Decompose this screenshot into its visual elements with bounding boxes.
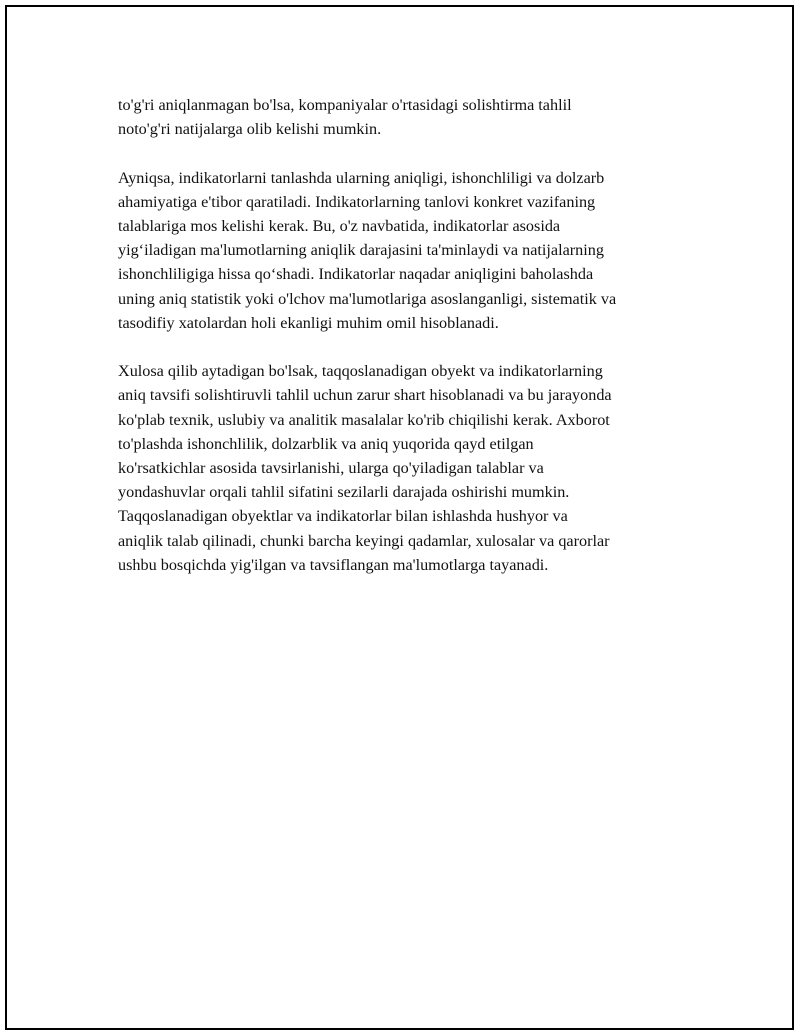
paragraph-3: Xulosa qilib aytadigan bo'lsak, taqqoslanadigan obyekt va indikatorlarning aniq tavsifi solishtiruvli tahlil uchun zarur shart hisoblanadi va bu jarayonda ko'plab texnik, uslubiy va analitik masalalar ko'rib chiqilishi kerak. Axborot to'plashda ishonchlilik, dolzarblik va aniq yuqorida qayd etilgan ko'rsatkichlar asosida tavsirlanishi, ularga qo'yiladigan talablar va yondashuvlar orqali tahlil sifatini sezilarli darajada oshirishi mumkin. Taqqoslanadigan obyektlar va indikatorlar bilan ishlashda hushyor va aniqlik talab qilinadi, chunki barcha keyingi qadamlar, xulosalar va qarorlar ushbu bosqichda yig'ilgan va tavsiflangan ma'lumotlarga tayanadi. — [118, 362, 612, 574]
paragraph-2: Ayniqsa, indikatorlarni tanlashda ularning aniqligi, ishonchliligi va dolzarb ahamiyatiga e'tibor qaratiladi. Indikatorlarning tanlovi konkret vazifaning talablariga mos kelishi kerak. Bu, o'z navbatida, indikatorlar asosida yig‘iladigan ma'lumotlarning aniqlik darajasini ta'minlaydi va natijalarning ishonchliligiga hissa qo‘shadi. Indikatorlar naqadar aniqligini baholashda uning aniq statistik yoki o'lchov ma'lumotlariga asoslanganligi, sistematik va tasodifiy xatolardan holi ekanligi muhim omil hisoblanadi. — [118, 168, 617, 332]
paragraph-1: to'g'ri aniqlanmagan bo'lsa, kompaniyalar o'rtasidagi solishtirma tahlil noto'g'ri natijalarga olib kelishi mumkin. — [118, 96, 572, 139]
document-body — [118, 93, 694, 601]
